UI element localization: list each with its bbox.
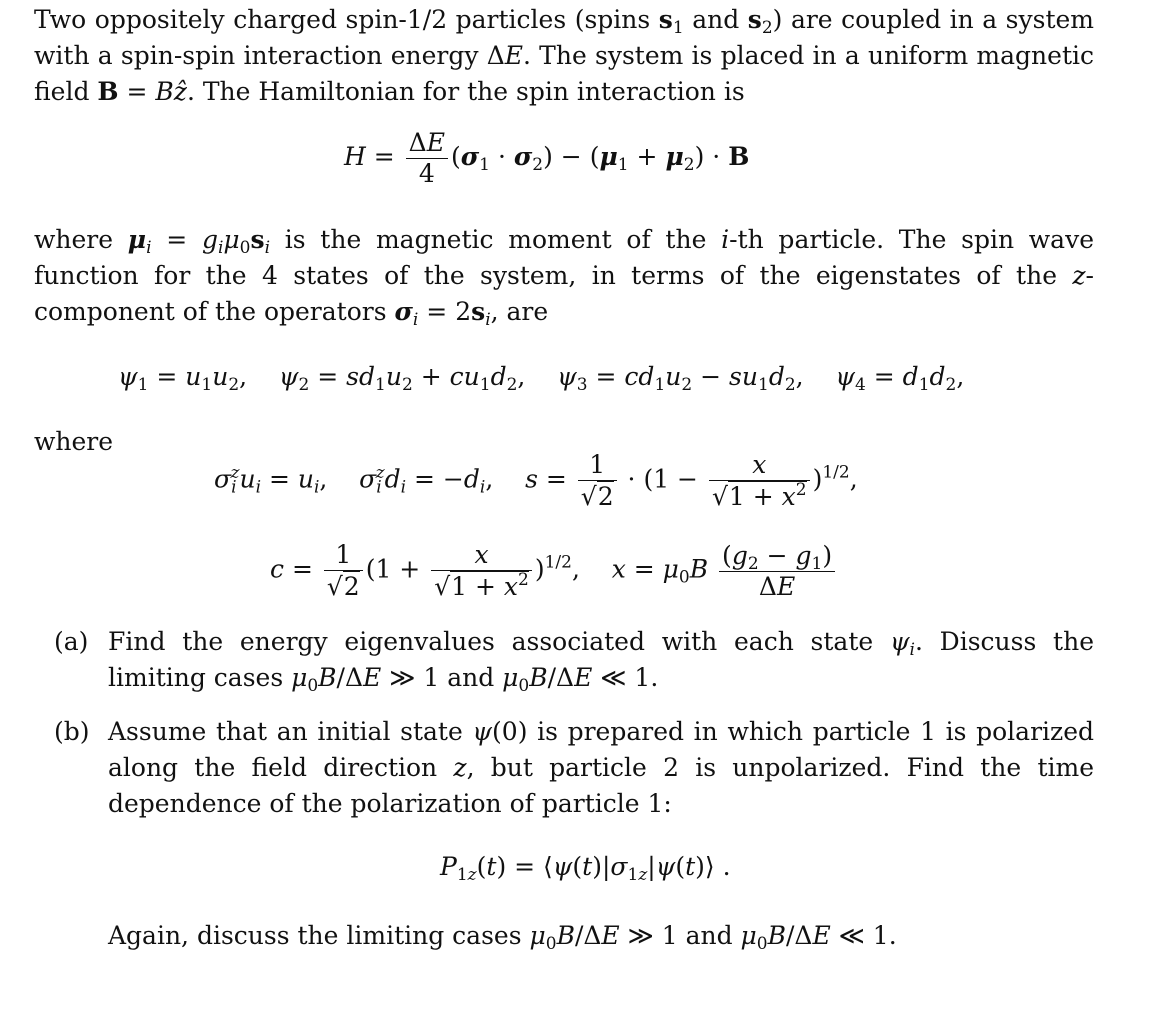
part-a [54, 624, 1094, 696]
intro-paragraph: Two oppositely charged spin-1/2 particles (spins $s_1$ and $s_2$) are coupled in a system with a spin-spin interaction energy ΔE. The system is placed in a uniform magnetic field B = Bẑ. The Hamiltonian for the spin interaction is [34, 5, 1095, 106]
part-b [54, 714, 1094, 822]
hamiltonian-equation: H = $\frac{\Delta E}{4}$ $(\sigma_1 \cdot \sigma_2) - (\mu_1 + \mu_2) \cdot B$ [344, 128, 750, 188]
part-b-label: (b) [54, 717, 90, 746]
definition-c-equation: c = $\frac{1}{√2}$ (1 + $\frac{x}{√1 + x^2}$ )$^{1/2}$, $x = \mu_0B$ $\frac{(g_2 - g_1)}{\Delta E}$ [270, 540, 838, 602]
where-label: where [34, 427, 114, 456]
definition-s-equation: $\sigma_i^zu_i = u_i$, $\sigma_i^zd_i = -d_i$, s = $\frac{1}{√2}$ · (1 − $\frac{x}{√1 + x^2}$ )$^{1/2}$, [214, 450, 858, 511]
part-a-text: Find the energy eigenvalues associated with each state $\psi_i$. Discuss the limiting cases $\mu_0B/\Delta E$ ≫ 1 and $\mu_0B/\Delta E$ ≪ 1. [108, 627, 1095, 696]
magnetic-moment-paragraph: where $\mu_i = g_i\mu_0s_i$ is the magnetic moment of the i-th particle. The spin wave function for the 4 states of the system, in terms of the eigenstates of the z-component of the operators $\sigma_i = 2s_i$, are [34, 225, 1094, 330]
part-a-label: (a) [54, 627, 89, 656]
part-b-text: Assume that an initial state ψ(0) is prepared in which particle 1 is polarized along the field direction z, but particle 2 is unpolarized. Find the time dependence of the polarization of particle 1: [108, 717, 1094, 818]
closing-sentence: Again, discuss the limiting cases $\mu_0B/\Delta E$ ≫ 1 and $\mu_0B/\Delta E$ ≪ 1. [108, 921, 897, 954]
polarization-equation: $P_{1z}(t)$ = $⟨\psi(t)|\sigma_{1z}|\psi(t)⟩$ . [440, 852, 731, 885]
states-equation: $\psi_1 = u_1u_2$, $\psi_2 = sd_1u_2 + cu_1d_2$, $\psi_3 = cd_1u_2 - su_1d_2$, $\psi_4 = d_1d_2$, [118, 362, 965, 395]
